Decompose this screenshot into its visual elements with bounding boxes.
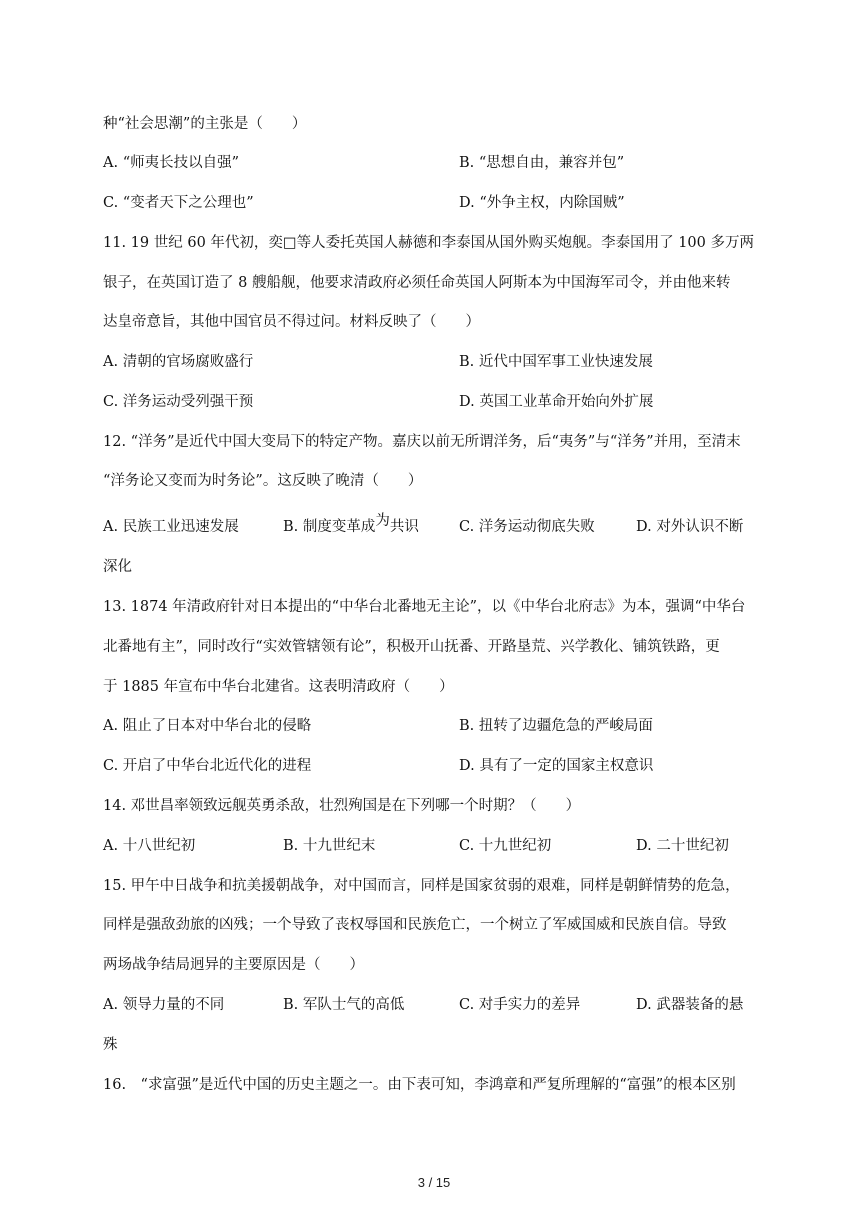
q12-option-b-text-1: B. 制度变革成 xyxy=(283,519,376,535)
q13-option-a: A. 阻止了日本对中华台北的侵略 xyxy=(103,718,312,734)
q12-option-d: D. 对外认识不断 xyxy=(636,519,744,535)
q10-option-d: D. “外争主权，内除国贼” xyxy=(459,195,625,211)
q15-option-b: B. 军队士气的高低 xyxy=(283,997,405,1013)
q10-option-c: C. “变者天下之公理也” xyxy=(103,195,254,211)
q12-stem-line-2: “洋务论又变而为时务论”。这反映了晚清（ ） xyxy=(103,473,423,489)
q12-option-b xyxy=(283,513,419,537)
q15-stem-line-3: 两场战争结局迥异的主要原因是（ ） xyxy=(103,957,364,973)
q13-option-c: C. 开启了中华台北近代化的进程 xyxy=(103,758,312,774)
q16-stem-line-1: 16. “求富强”是近代中国的历史主题之一。由下表可知，李鸿章和严复所理解的“富强”的根本区别 xyxy=(103,1077,736,1093)
q11-stem-line-3: 达皇帝意旨，其他中国官员不得过问。材料反映了（ ） xyxy=(103,314,480,330)
q15-option-d: D. 武器装备的悬 xyxy=(636,997,744,1013)
q13-option-d: D. 具有了一定的国家主权意识 xyxy=(459,758,654,774)
q14-option-a: A. 十八世纪初 xyxy=(103,838,196,854)
q12-option-d-continuation: 深化 xyxy=(103,559,132,575)
q15-option-a: A. 领导力量的不同 xyxy=(103,997,225,1013)
q11-option-c: C. 洋务运动受列强干预 xyxy=(103,394,254,410)
q14-option-c: C. 十九世纪初 xyxy=(459,838,552,854)
q10-option-a: A. “师夷长技以自强” xyxy=(103,155,240,171)
q11-stem-line-1: 11. 19 世纪 60 年代初，奕□等人委托英国人赫德和李泰国从国外购买炮舰。李泰国用了 100 多万两 xyxy=(103,235,754,251)
q15-option-c: C. 对手实力的差异 xyxy=(459,997,581,1013)
q14-stem-line-1: 14. 邓世昌率领致远舰英勇杀敌，壮烈殉国是在下列哪一个时期？（ ） xyxy=(103,798,581,814)
q14-option-b: B. 十九世纪末 xyxy=(283,838,376,854)
q12-option-b-raised-char: 为 xyxy=(375,513,390,529)
q10-stem-tail: 种“社会思潮”的主张是（ ） xyxy=(103,116,307,132)
q11-stem-line-2: 银子，在英国订造了 8 艘船舰，他要求清政府必须任命英国人阿斯本为中国海军司令，并由他来转 xyxy=(103,275,731,291)
q13-stem-line-3: 于 1885 年宣布中华台北建省。这表明清政府（ ） xyxy=(103,679,454,695)
q10-option-b: B. “思想自由，兼容并包” xyxy=(459,155,625,171)
q12-option-c: C. 洋务运动彻底失败 xyxy=(459,519,595,535)
q11-option-d: D. 英国工业革命开始向外扩展 xyxy=(459,394,654,410)
q13-option-b: B. 扭转了边疆危急的严峻局面 xyxy=(459,718,653,734)
page-number: 3 / 15 xyxy=(417,1175,451,1190)
q15-option-d-continuation: 殊 xyxy=(103,1037,118,1053)
q13-stem-line-1: 13. 1874 年清政府针对日本提出的“中华台北番地无主论”，以《中华台北府志》为本，强调“中华台 xyxy=(103,599,746,615)
q11-option-a: A. 清朝的官场腐败盛行 xyxy=(103,354,254,370)
q15-stem-line-1: 15. 甲午中日战争和抗美援朝战争，对中国而言，同样是国家贫弱的艰难，同样是朝鲜情势的危急， xyxy=(103,878,740,894)
q14-option-d: D. 二十世纪初 xyxy=(636,838,729,854)
q15-stem-line-2: 同样是强敌劲旅的凶残；一个导致了丧权辱国和民族危亡，一个树立了军威国威和民族自信。导致 xyxy=(103,917,727,933)
q12-option-a: A. 民族工业迅速发展 xyxy=(103,519,239,535)
q12-stem-line-1: 12. “洋务”是近代中国大变局下的特定产物。嘉庆以前无所谓洋务，后“夷务”与“洋务”并用，至清末 xyxy=(103,434,741,450)
q11-option-b: B. 近代中国军事工业快速发展 xyxy=(459,354,653,370)
q13-stem-line-2: 北番地有主”，同时改行“实效管辖领有论”，积极开山抚番、开路垦荒、兴学教化、铺筑铁路，更 xyxy=(103,639,720,655)
q12-option-b-text-2: 共识 xyxy=(389,519,419,535)
